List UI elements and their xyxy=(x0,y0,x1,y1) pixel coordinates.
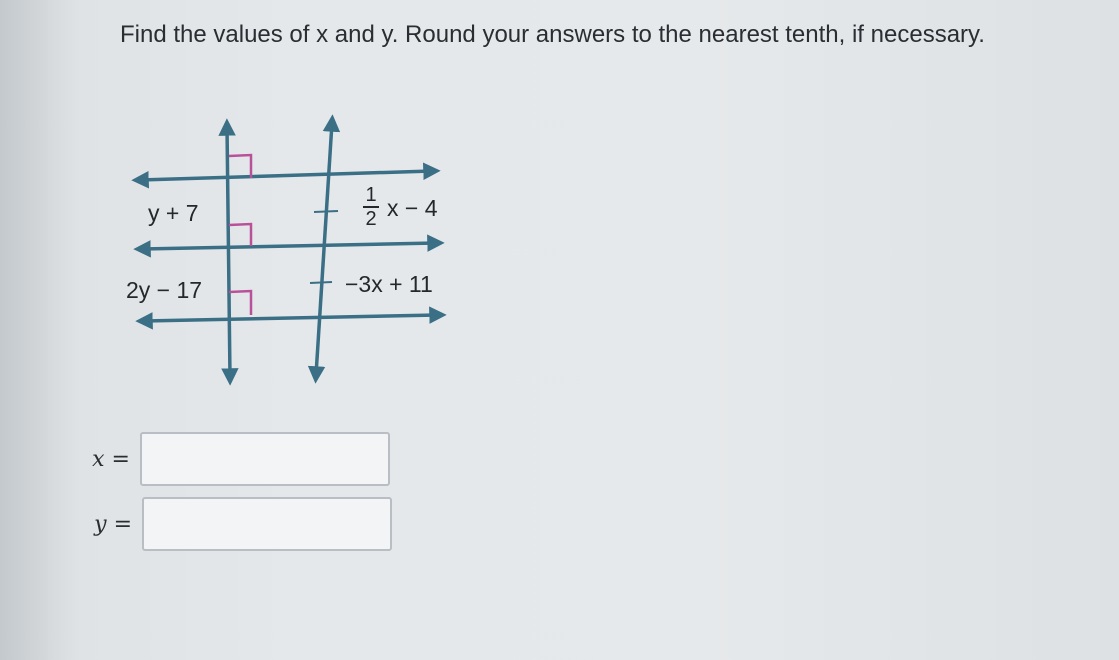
fraction-denominator: 2 xyxy=(365,208,377,230)
x-answer-label: x = xyxy=(92,446,130,472)
tick-mark-upper xyxy=(314,211,338,212)
label-neg3x-plus-11: −3x + 11 xyxy=(345,271,433,297)
answer-row-y xyxy=(92,497,392,551)
label-2y-minus-17: 2y − 17 xyxy=(126,277,203,303)
label-y-plus-7: y + 7 xyxy=(148,200,199,226)
tick-mark-lower xyxy=(310,282,332,283)
right-angle-marker-middle-upper xyxy=(229,224,251,246)
right-angle-marker-top xyxy=(229,155,251,178)
horizontal-line-middle xyxy=(142,243,436,249)
fraction-numerator: 1 xyxy=(365,184,377,206)
figure-diagram xyxy=(100,105,480,395)
y-answer-input[interactable] xyxy=(142,497,392,551)
y-answer-label: y = xyxy=(94,511,132,537)
horizontal-line-bottom xyxy=(144,315,438,321)
question-prompt: Find the values of x and y. Round your answers to the nearest tenth, if necessary. xyxy=(120,21,985,48)
parallel-lines-figure xyxy=(100,105,480,395)
page-margin xyxy=(0,0,48,660)
fraction-one-half xyxy=(363,185,379,229)
label-half-x-minus-4: x − 4 xyxy=(387,195,438,221)
x-answer-input[interactable] xyxy=(140,432,390,486)
vertical-line-right xyxy=(316,123,332,375)
answer-row-x xyxy=(90,432,390,486)
horizontal-line-top xyxy=(140,171,432,180)
right-angle-marker-middle-lower xyxy=(229,291,251,315)
vertical-line-left xyxy=(227,127,230,377)
